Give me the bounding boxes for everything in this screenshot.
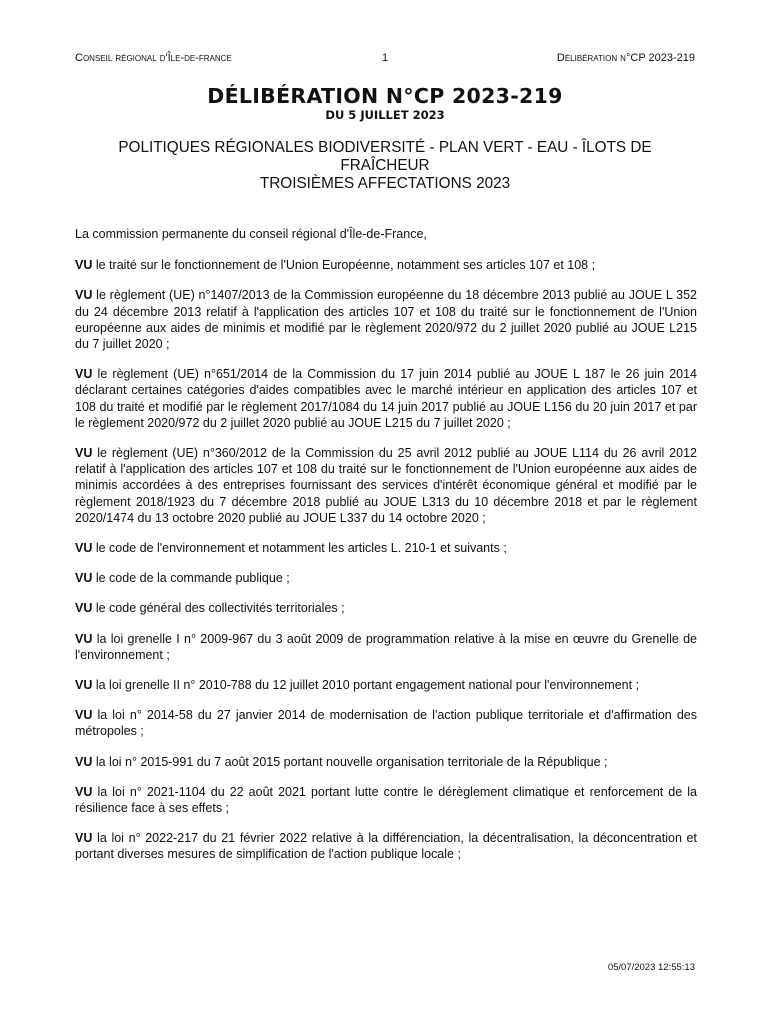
vu-paragraph	[75, 257, 697, 273]
vu-paragraph	[75, 600, 697, 616]
vu-text: le traité sur le fonctionnement de l'Union Européenne, notamment ses articles 107 et 108 ;	[95, 258, 596, 273]
vu-paragraph	[75, 754, 697, 770]
vu-paragraph	[75, 631, 697, 663]
vu-paragraph	[75, 570, 697, 586]
intro-paragraph: La commission permanente du conseil régional d'Île-de-France,	[75, 227, 427, 241]
header-reference	[557, 52, 695, 64]
page-number: 1	[381, 52, 389, 64]
vu-text: la loi n° 2015-991 du 7 août 2015 portant nouvelle organisation territoriale de la République ;	[95, 754, 608, 769]
vu-text: le code de l'environnement et notamment les articles L. 210-1 et suivants ;	[95, 541, 507, 556]
subtitle-line: TROISIÈMES AFFECTATIONS 2023	[259, 175, 511, 192]
vu-paragraph	[75, 445, 697, 526]
vu-label: VU	[75, 288, 93, 303]
subtitle-line: POLITIQUES RÉGIONALES BIODIVERSITÉ - PLAN VERT - EAU - ÎLOTS DE	[118, 139, 652, 156]
vu-label: VU	[75, 708, 93, 723]
document-title: DÉLIBÉRATION N°CP 2023-219	[207, 84, 563, 108]
vu-text: la loi grenelle II n° 2010-788 du 12 juillet 2010 portant engagement national pour l'environnement ;	[95, 678, 640, 693]
vu-paragraph	[75, 287, 697, 352]
document-date: DU 5 JUILLET 2023	[325, 108, 445, 122]
header-reference-prefix: Délibération n°	[556, 52, 631, 64]
vu-paragraph	[75, 830, 697, 862]
header-institution: Conseil régional d'Île-de-france	[75, 52, 232, 64]
vu-text: la loi n° 2021-1104 du 22 août 2021 portant lutte contre le dérèglement climatique et renforcement de la résilience face à ses effets ;	[75, 784, 698, 816]
vu-text: le code général des collectivités territoriales ;	[95, 601, 345, 616]
vu-paragraph	[75, 540, 697, 556]
vu-label: VU	[75, 258, 93, 273]
vu-paragraph	[75, 784, 697, 816]
vu-paragraph	[75, 707, 697, 739]
page-header	[75, 52, 695, 68]
vu-paragraph	[75, 366, 697, 431]
vu-text: la loi n° 2014-58 du 27 janvier 2014 de modernisation de l'action publique territoriale et d'affirmation des métropoles ;	[75, 708, 697, 739]
vu-label: VU	[75, 631, 93, 646]
vu-text: le code de la commande publique ;	[95, 571, 290, 586]
vu-text: le règlement (UE) n°651/2014 de la Commission du 17 juin 2014 publié au JOUE L 187 le 26 juin 2014 déclarant certaines catégories d'aides compatibles avec le marché intérieur en application des articles 107 et 108 du traité et modifié par le règlement 2017/1084 du 14 juin 2017 publié au JOUE L156 du 20 juin 2017 et par le règlement 2020/972 du 2 juillet 2020 publié au JOUE L215 du 7 juillet 2020 ;	[75, 367, 697, 430]
subtitle-line: FRAÎCHEUR	[340, 157, 430, 174]
vu-label: VU	[75, 571, 93, 586]
vu-list	[75, 257, 697, 862]
vu-paragraph	[75, 677, 697, 693]
vu-label: VU	[75, 784, 93, 799]
header-reference-number: CP 2023-219	[630, 52, 695, 64]
vu-label: VU	[75, 678, 93, 693]
vu-label: VU	[75, 541, 93, 556]
vu-label: VU	[75, 831, 93, 846]
document-subtitle	[75, 139, 695, 193]
footer-timestamp: 05/07/2023 12:55:13	[607, 962, 695, 973]
vu-text: le règlement (UE) n°1407/2013 de la Commission européenne du 18 décembre 2013 publié au JOUE L 352 du 24 décembre 2013 relatif à l'application des articles 107 et 108 du traité sur le fonctionnement de l'Union européenne aux aides de minimis et modifié par le règlement 2020/972 du 2 juillet 2020 publié au JOUE L215 du 7 juillet 2020 ;	[75, 288, 697, 352]
vu-text: le règlement (UE) n°360/2012 de la Commission du 25 avril 2012 publié au JOUE L114 du 26 avril 2012 relatif à l'application des articles 107 et 108 du traité sur le fonctionnement de l'Union européenne aux aides de minimis accordées à des entreprises fournissant des services d'intérêt économique général et modifié par le règlement 2018/1923 du 7 décembre 2018 publié au JOUE L313 du 10 décembre 2018 et par le règlement 2020/1474 du 13 octobre 2020 publié au JOUE L337 du 14 octobre 2020 ;	[75, 446, 697, 525]
vu-text: la loi n° 2022-217 du 21 février 2022 relative à la différenciation, la décentralisation, la déconcentration et portant diverses mesures de simplification de l'action publique locale ;	[75, 831, 697, 862]
vu-label: VU	[75, 367, 93, 382]
vu-label: VU	[75, 601, 93, 616]
vu-label: VU	[75, 446, 93, 461]
vu-label: VU	[75, 754, 93, 769]
vu-text: la loi grenelle I n° 2009-967 du 3 août 2009 de programmation relative à la mise en œuvre du Grenelle de l'environnement ;	[75, 631, 697, 662]
document-body	[75, 226, 697, 877]
